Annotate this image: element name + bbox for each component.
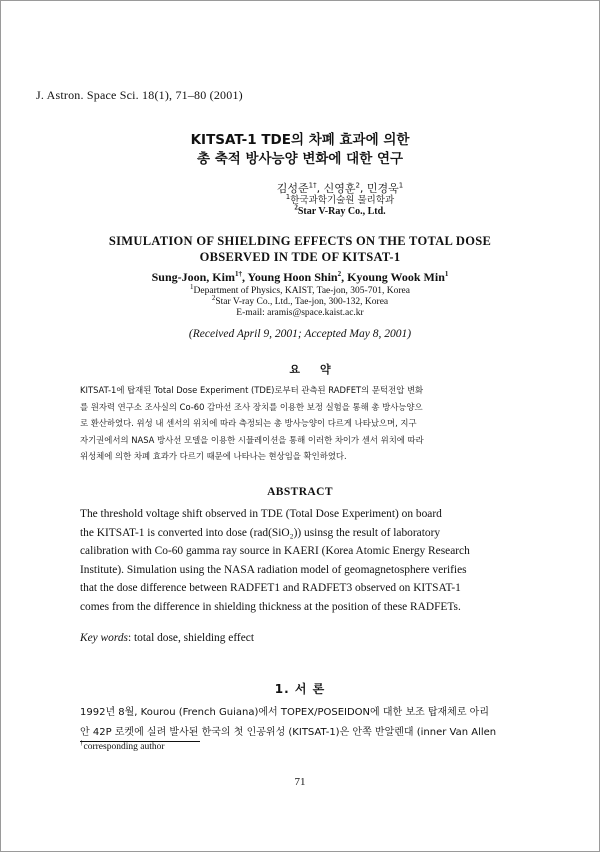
english-affiliation-2-text: Star V-ray Co., Ltd., Tae-jon, 300-132, Korea: [215, 297, 389, 307]
korean-authors: [40, 183, 600, 195]
english-affiliations: [0, 282, 600, 319]
english-author-2-mark: 2: [337, 270, 342, 278]
korean-title-line-1: KITSAT-1 TDE의 차폐 효과에 의한: [190, 132, 410, 148]
journal-reference: J. Astron. Space Sci. 18(1), 71–80 (2001): [36, 88, 243, 102]
korean-affiliation-2-text: Star V-Ray Co., Ltd.: [297, 206, 386, 217]
korean-author-2: , 신영훈: [316, 182, 356, 195]
korean-author-3: , 민경욱: [359, 182, 399, 195]
korean-abstract-heading: 요약: [289, 363, 351, 376]
english-authors: [0, 270, 600, 284]
received-dates: (Received April 9, 2001; Accepted May 8, 2001): [188, 328, 412, 340]
english-author-3: , Kyoung Wook Min: [341, 270, 445, 284]
abstract-line: calibration with Co-60 gamma ray source in KAERI (Korea Atomic Energy Research: [80, 545, 470, 558]
footnote-text: corresponding author: [83, 742, 165, 752]
body-text: [80, 703, 524, 743]
english-affiliation-2: [0, 293, 600, 308]
english-author-1: Sung-Joon, Kim: [151, 270, 235, 284]
abstract-line: comes from the difference in shielding thickness at the position of these RADFETs.: [80, 600, 461, 613]
english-author-3-mark: 1: [444, 270, 449, 278]
body-line: 1992년 8월, Kourou (French Guiana)에서 TOPEX/POSEIDON에 대한 보조 탑재체로 아리: [80, 707, 489, 718]
korean-abstract-line: KITSAT-1에 탑재된 Total Dose Experiment (TDE)로부터 관측된 RADFET의 문턱전압 변화: [80, 385, 424, 395]
korean-affiliation-2: [40, 203, 600, 217]
korean-affiliation-2-mark: 2: [294, 203, 298, 212]
english-title: [0, 233, 600, 265]
abstract-line: that the dose difference between RADFET1 and RADFET3 observed on KITSAT-1: [80, 582, 461, 595]
keywords-value: : total dose, shielding effect: [128, 632, 255, 644]
footnote-mark: †: [80, 738, 84, 747]
korean-title: [0, 131, 600, 169]
english-author-2: , Young Hoon Shin: [241, 270, 338, 284]
english-author-1-mark: 1†: [234, 270, 242, 278]
korean-affiliations: [40, 192, 600, 217]
abstract-line: The threshold voltage shift observed in TDE (Total Dose Experiment) on board: [80, 508, 442, 520]
korean-author-1: 김성준: [276, 182, 309, 195]
korean-affiliation-1: [40, 192, 600, 206]
korean-abstract: [80, 382, 522, 465]
english-title-line-2: OBSERVED IN TDE OF KITSAT-1: [199, 250, 401, 264]
korean-author-2-mark: 2: [355, 181, 360, 190]
english-affiliation-1-mark: 1: [190, 282, 194, 291]
abstract-heading: ABSTRACT: [267, 486, 333, 498]
korean-title-line-2: 총 축적 방사능양 변화에 대한 연구: [196, 151, 404, 167]
korean-abstract-line: 로 환산하였다. 위성 내 센서의 위치에 따라 측정되는 총 방사능양이 다르게 나타났으며, 지구: [80, 418, 417, 428]
english-abstract: [80, 505, 524, 617]
korean-affiliation-1-mark: 1: [285, 192, 291, 201]
english-title-line-1: SIMULATION OF SHIELDING EFFECTS ON THE TOTAL DOSE: [108, 234, 492, 248]
keywords: [80, 632, 254, 644]
english-affiliation-1-text: Department of Physics, KAIST, Tae-jon, 305-701, Korea: [193, 286, 410, 296]
english-affiliation-1: [0, 282, 600, 297]
author-email: E-mail: aramis@space.kaist.ac.kr: [236, 308, 364, 318]
page-number: 71: [294, 776, 306, 788]
korean-abstract-line: 위성체에 의한 차폐 효과가 다르기 때문에 나타나는 현상임을 확인하였다.: [80, 451, 347, 461]
abstract-line: Institute). Simulation using the NASA radiation model of geomagnetosphere verifies: [80, 563, 467, 576]
korean-author-3-mark: 1: [398, 181, 404, 190]
korean-affiliation-1-text: 한국과학기술원 물리학과: [290, 195, 395, 206]
korean-author-1-mark: 1†: [308, 181, 317, 190]
korean-abstract-line: 자기권에서의 NASA 방사선 모델을 이용한 시뮬레이션을 통해 이러한 차이가 센서 위치에 따라: [80, 434, 424, 445]
abstract-line: the KITSAT-1 is converted into dose (rad(SiO₂)) usinsg the result of laboratory: [80, 526, 441, 539]
english-affiliation-2-mark: 2: [211, 293, 216, 302]
body-line: 안 42P 로켓에 실려 발사된 한국의 첫 인공위성 (KITSAT-1)은 안쪽 반알렌대 (inner Van Allen: [80, 727, 497, 738]
footnote: [80, 738, 165, 752]
keywords-label: Key words: [80, 632, 128, 644]
section-heading: 1. 서 론: [274, 682, 326, 696]
korean-abstract-line: 를 원자력 연구소 조사실의 Co-60 감마선 조사 장치를 이용한 보정 실험을 통해 총 방사능양으: [80, 401, 423, 412]
